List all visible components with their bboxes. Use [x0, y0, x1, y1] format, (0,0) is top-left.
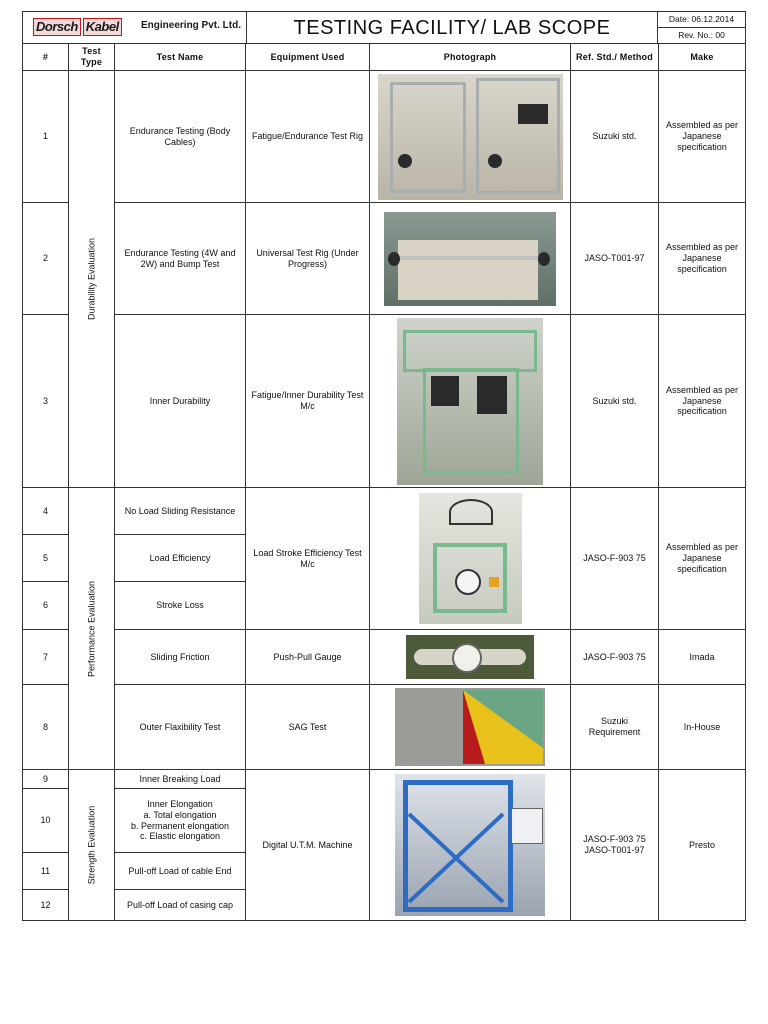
equipment: Fatigue/Inner Durability Test M/c: [246, 315, 370, 488]
reference-standard-1: JASO-F-903 75: [583, 834, 646, 845]
equipment: Digital U.T.M. Machine: [246, 770, 370, 921]
table-row: [23, 315, 746, 488]
table-row: [23, 71, 746, 203]
stroke-efficiency-photo: [419, 493, 522, 624]
reference-standard: JASO-T001-97: [571, 203, 659, 315]
test-name: [115, 789, 246, 853]
row-number: 6: [23, 582, 69, 630]
photograph-cell: [370, 488, 571, 630]
table-row: [23, 488, 746, 535]
universal-rig-photo: [384, 212, 556, 306]
photograph-cell: [370, 315, 571, 488]
equipment: Fatigue/Endurance Test Rig: [246, 71, 370, 203]
test-name: No Load Sliding Resistance: [115, 488, 246, 535]
reference-standard: Suzuki std.: [571, 315, 659, 488]
header-table: [22, 11, 746, 44]
logo-mark: Dorsch Kabel: [31, 18, 122, 36]
sag-test-photo: [395, 688, 545, 766]
row-number: 4: [23, 488, 69, 535]
lab-scope-sheet: [22, 11, 745, 921]
col-test-name: Test Name: [115, 44, 246, 71]
make: Assembled as per Japanese specification: [659, 315, 746, 488]
reference-standard: [571, 770, 659, 921]
table-row: [23, 630, 746, 685]
make: In-House: [659, 685, 746, 770]
row-number: 2: [23, 203, 69, 315]
col-ref-std: Ref. Std./ Method: [571, 44, 659, 71]
utm-machine-photo: [395, 774, 545, 916]
company-name: Engineering Pvt. Ltd.: [141, 20, 242, 31]
col-equipment: Equipment Used: [246, 44, 370, 71]
push-pull-gauge-photo: [406, 635, 534, 679]
company-logo: [23, 12, 247, 44]
col-make: Make: [659, 44, 746, 71]
test-name: Pull-off Load of casing cap: [115, 890, 246, 921]
make: Presto: [659, 770, 746, 921]
col-number: #: [23, 44, 69, 71]
reference-standard-2: JASO-T001-97: [584, 845, 645, 855]
test-name: Stroke Loss: [115, 582, 246, 630]
photograph-cell: [370, 770, 571, 921]
col-photograph: Photograph: [370, 44, 571, 71]
make: Assembled as per Japanese specification: [659, 488, 746, 630]
endurance-rig-photo: [378, 74, 563, 200]
revision-number: Rev. No.: 00: [658, 28, 746, 44]
row-number: 1: [23, 71, 69, 203]
test-name: Inner Breaking Load: [115, 770, 246, 789]
photograph-cell: [370, 685, 571, 770]
photograph-cell: [370, 203, 571, 315]
row-number: 12: [23, 890, 69, 921]
sub-item: a. Total elongation: [143, 809, 217, 820]
photograph-cell: [370, 630, 571, 685]
document-date: Date: 06.12.2014: [658, 12, 746, 28]
equipment: Load Stroke Efficiency Test M/c: [246, 488, 370, 630]
make: Assembled as per Japanese specification: [659, 203, 746, 315]
row-number: 11: [23, 853, 69, 890]
sub-item: b. Permanent elongation: [130, 820, 230, 831]
sub-item: c. Elastic elongation: [139, 831, 221, 842]
test-name: Sliding Friction: [115, 630, 246, 685]
test-name: Endurance Testing (Body Cables): [115, 71, 246, 203]
col-test-type: Test Type: [69, 44, 115, 71]
row-number: 7: [23, 630, 69, 685]
equipment: Universal Test Rig (Under Progress): [246, 203, 370, 315]
table-row: [23, 770, 746, 789]
group-strength: Strength Evaluation: [69, 770, 115, 921]
row-number: 10: [23, 789, 69, 853]
reference-standard: JASO-F-903 75: [571, 630, 659, 685]
test-name: Pull-off Load of cable End: [115, 853, 246, 890]
scope-table: [22, 43, 746, 921]
row-number: 9: [23, 770, 69, 789]
reference-standard: Suzuki Requirement: [571, 685, 659, 770]
make: Imada: [659, 630, 746, 685]
page-title: TESTING FACILITY/ LAB SCOPE: [247, 12, 658, 44]
row-number: 5: [23, 535, 69, 582]
group-performance: Performance Evaluation: [69, 488, 115, 770]
make: Assembled as per Japanese specification: [659, 71, 746, 203]
table-row: [23, 685, 746, 770]
inner-durability-photo: [397, 318, 543, 485]
photograph-cell: [370, 71, 571, 203]
test-name-main: Inner Elongation: [147, 798, 213, 809]
test-name: Endurance Testing (4W and 2W) and Bump Test: [115, 203, 246, 315]
test-name: Load Efficiency: [115, 535, 246, 582]
row-number: 3: [23, 315, 69, 488]
reference-standard: JASO-F-903 75: [571, 488, 659, 630]
equipment: SAG Test: [246, 685, 370, 770]
equipment: Push-Pull Gauge: [246, 630, 370, 685]
column-header-row: [23, 44, 746, 71]
group-durability: Durability Evaluation: [69, 71, 115, 488]
test-name: Outer Flaxibility Test: [115, 685, 246, 770]
reference-standard: Suzuki std.: [571, 71, 659, 203]
test-name: Inner Durability: [115, 315, 246, 488]
table-row: [23, 203, 746, 315]
row-number: 8: [23, 685, 69, 770]
